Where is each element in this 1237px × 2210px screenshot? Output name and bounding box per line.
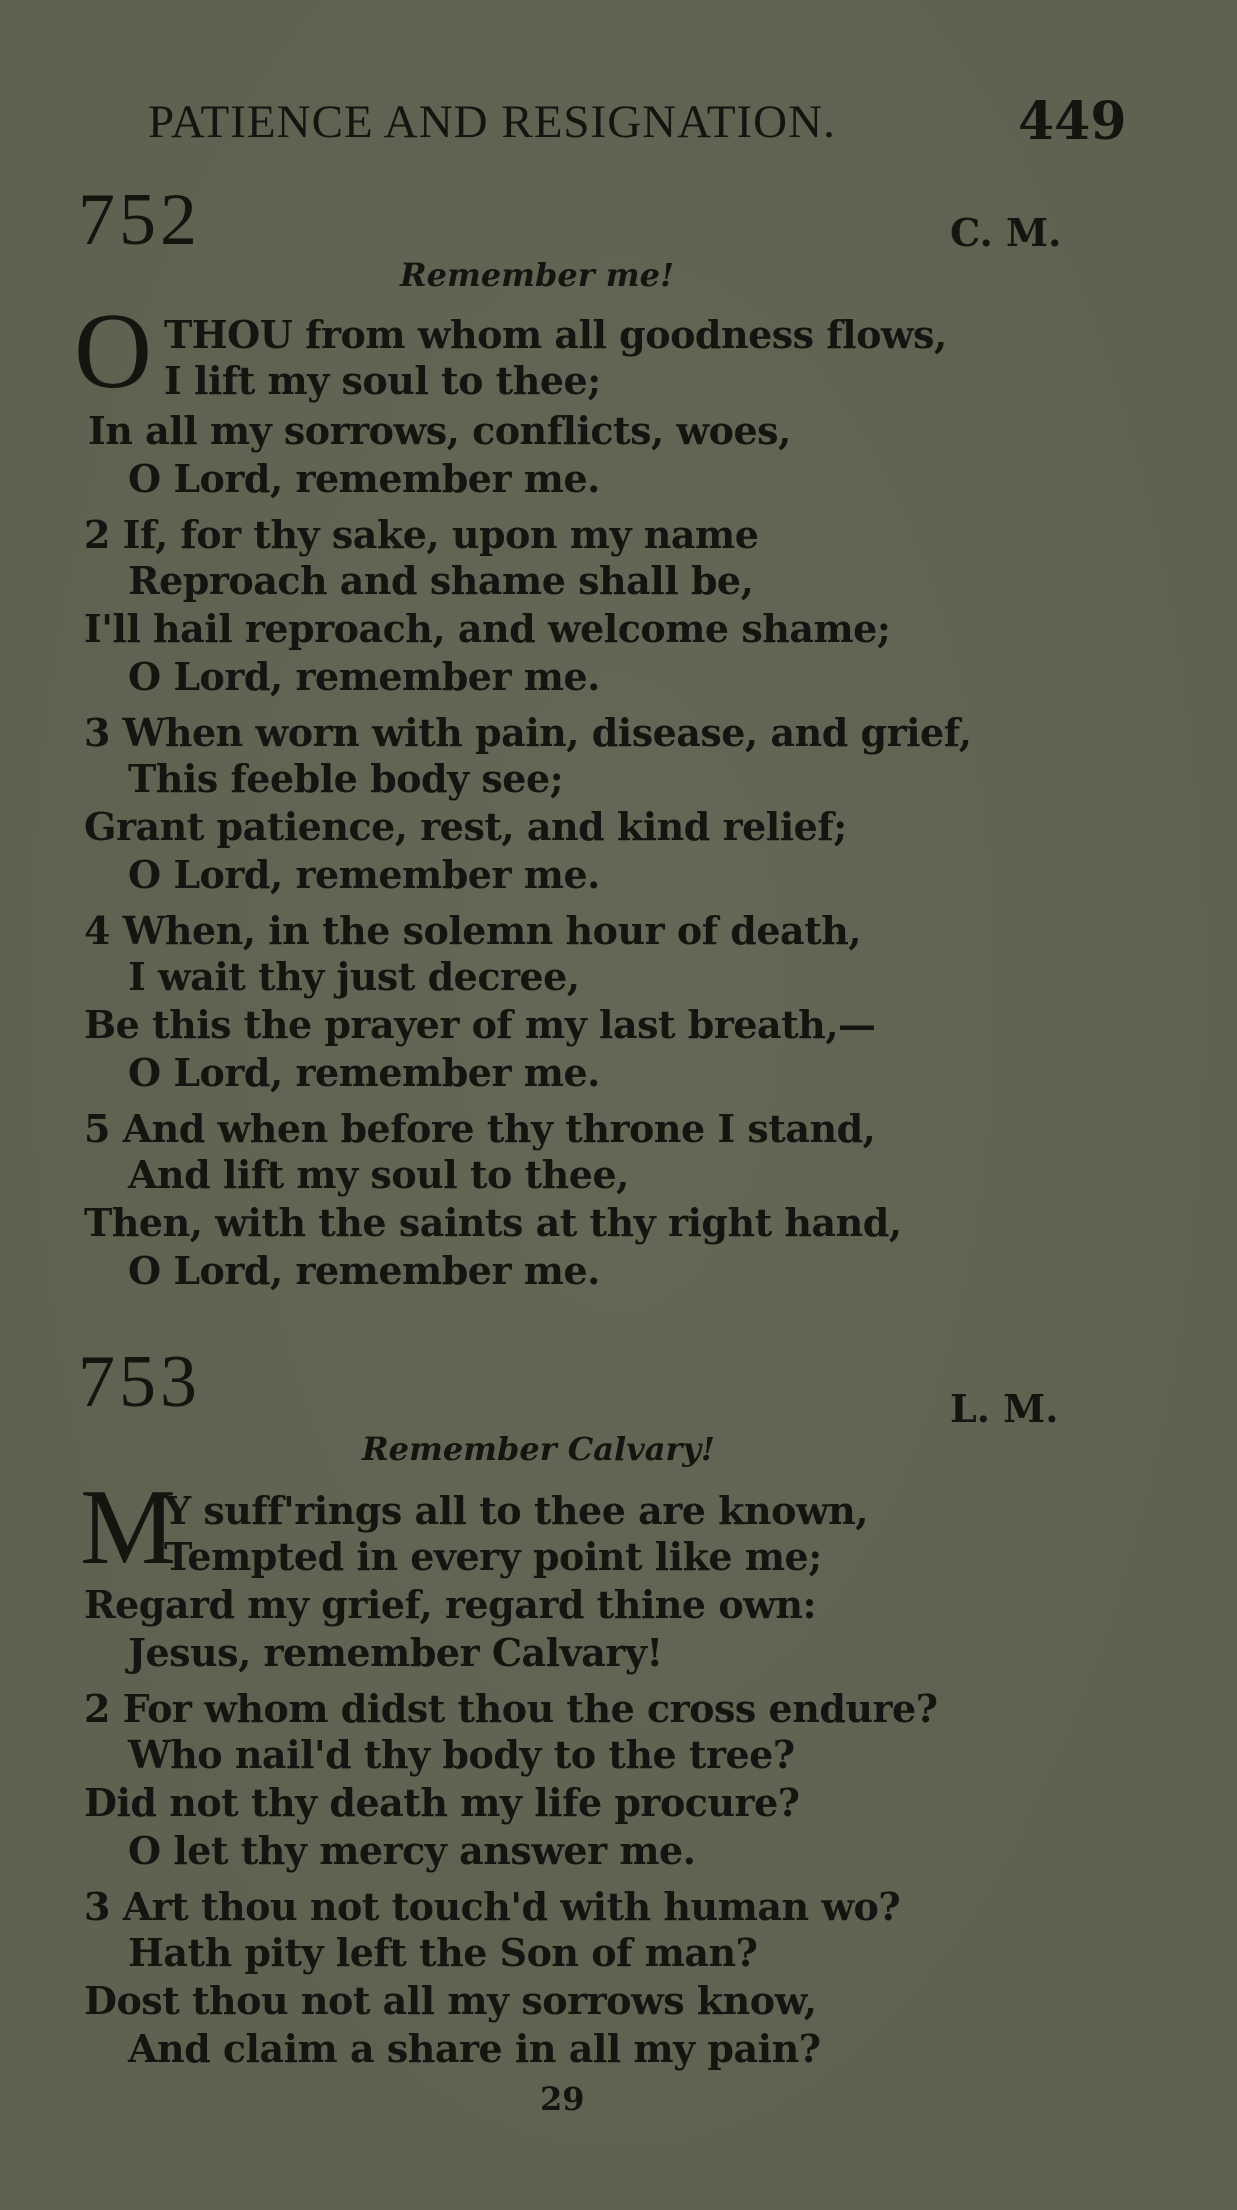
running-header [148,91,1128,155]
verse-line: Be this the prayer of my last breath,— [84,1002,876,1047]
page-number: 449 [1018,91,1127,152]
verse-line: Hath pity left the Son of man? [128,1930,758,1975]
verse-line: 2 If, for thy sake, upon my name [84,512,759,557]
verse-line: Did not thy death my life procure? [84,1780,800,1825]
hymn-subtitle: Remember Calvary! [362,1430,715,1468]
verse-line: O let thy mercy answer me. [128,1828,696,1873]
verse-line: 2 For whom didst thou the cross endure? [84,1686,938,1731]
verse-line: Reproach and shame shall be, [128,558,754,603]
verse-line: O Lord, remember me. [128,654,600,699]
drop-cap: O [74,292,152,411]
verse-line: O Lord, remember me. [128,1050,600,1095]
verse-line: 3 When worn with pain, disease, and grief, [84,710,972,755]
verse-line: Y suff'rings all to thee are known, [164,1488,869,1533]
verse-line: Grant patience, rest, and kind relief; [84,804,847,849]
verse-line: I lift my soul to thee; [164,358,601,403]
drop-cap: M [80,1468,177,1587]
verse-line: O Lord, remember me. [128,1248,600,1293]
verse-line: Jesus, remember Calvary! [128,1630,663,1675]
verse-line: I wait thy just decree, [128,954,580,999]
verse-line: Tempted in every point like me; [164,1534,822,1579]
hymn-subtitle: Remember me! [400,256,675,294]
verse-line: 3 Art thou not touch'd with human wo? [84,1884,901,1929]
section-title: PATIENCE AND RESIGNATION. [148,96,836,148]
signature-mark: 29 [540,2080,585,2118]
verse-line: I'll hail reproach, and welcome shame; [84,606,891,651]
verse-line: This feeble body see; [128,756,564,801]
verse-line: O Lord, remember me. [128,852,600,897]
hymn-meter: L. M. [950,1386,1059,1431]
verse-line: 4 When, in the solemn hour of death, [84,908,862,953]
hymn-number: 753 [78,1341,201,1423]
verse-line: O Lord, remember me. [128,456,600,501]
verse-line: Regard my grief, regard thine own: [84,1582,817,1627]
verse-line: THOU from whom all goodness flows, [164,312,947,357]
verse-line: Then, with the saints at thy right hand, [84,1200,902,1245]
verse-line: Who nail'd thy body to the tree? [128,1732,795,1777]
verse-line: Dost thou not all my sorrows know, [84,1978,817,2023]
verse-line: 5 And when before thy throne I stand, [84,1106,876,1151]
hymn-meter: C. M. [950,210,1062,255]
verse-line: And claim a share in all my pain? [128,2026,821,2071]
verse-line: And lift my soul to thee, [128,1152,629,1197]
verse-line: In all my sorrows, conflicts, woes, [88,408,791,453]
hymn-number: 752 [78,179,201,261]
